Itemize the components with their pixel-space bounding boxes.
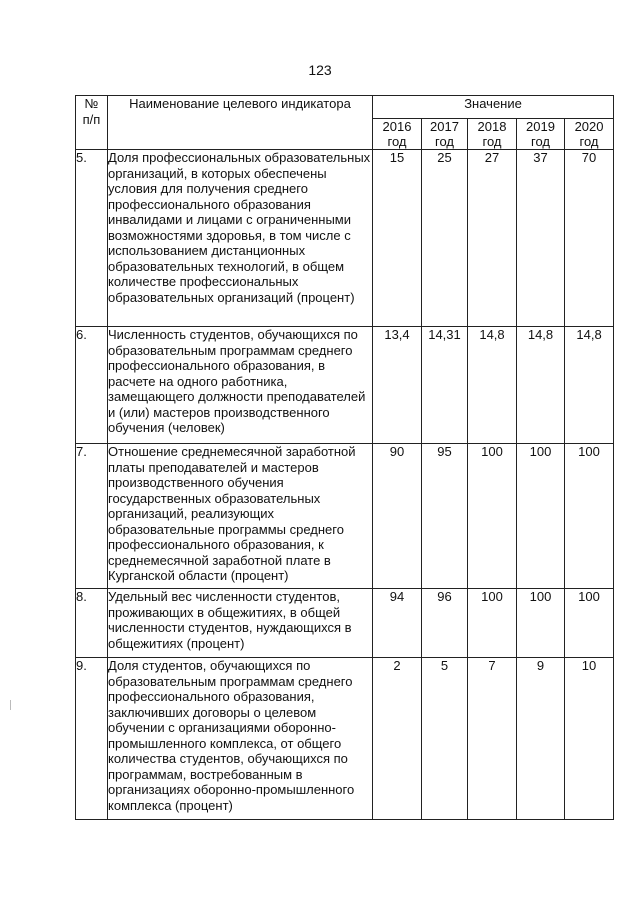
scan-margin-mark <box>10 700 11 710</box>
table-row <box>76 444 614 589</box>
table-row <box>76 150 614 327</box>
indicator-name: Численность студентов, обучающихся по образовательным программам среднего профессионального образования, в расчете на одного работника, замещающего должности преподавателей и (или) мастеров производственного обучения (человек) <box>108 327 373 444</box>
row-number: 6. <box>76 327 108 444</box>
header-name: Наименование целевого индикатора <box>108 96 373 150</box>
value-2020: 100 <box>565 589 614 658</box>
value-2017: 5 <box>422 658 468 820</box>
row-number: 7. <box>76 444 108 589</box>
value-2018: 7 <box>468 658 517 820</box>
value-2019: 9 <box>517 658 565 820</box>
value-2016: 90 <box>373 444 422 589</box>
value-2017: 25 <box>422 150 468 327</box>
value-2020: 70 <box>565 150 614 327</box>
indicator-name: Доля профессиональных образовательных организаций, в которых обеспечены условия для получения среднего профессионального образования инвалидами и лицами с ограниченными возможностями здоровья, в том числе с использованием дистанционных образовательных технологий, в общем количестве профессиональных образовательных организаций (процент) <box>108 150 373 327</box>
table-row <box>76 658 614 820</box>
value-2020: 14,8 <box>565 327 614 444</box>
row-number: 9. <box>76 658 108 820</box>
header-value: Значение <box>373 96 614 119</box>
value-2019: 37 <box>517 150 565 327</box>
value-2016: 94 <box>373 589 422 658</box>
indicator-name: Отношение среднемесячной заработной платы преподавателей и мастеров производственного обучения государственных образовательных организаций, реализующих образовательные программы среднего профессионального образования, к среднемесячной заработной плате в Курганской области (процент) <box>108 444 373 589</box>
value-2017: 95 <box>422 444 468 589</box>
header-row-top <box>76 96 614 119</box>
value-2019: 14,8 <box>517 327 565 444</box>
value-2016: 13,4 <box>373 327 422 444</box>
indicators-table <box>75 95 614 820</box>
table-row <box>76 589 614 658</box>
value-2019: 100 <box>517 589 565 658</box>
value-2018: 100 <box>468 444 517 589</box>
value-2017: 96 <box>422 589 468 658</box>
value-2019: 100 <box>517 444 565 589</box>
page-number: 123 <box>308 62 332 78</box>
header-num: № п/п <box>76 96 108 150</box>
row-number: 5. <box>76 150 108 327</box>
header-year-2018: 2018 год <box>468 119 517 150</box>
indicator-name: Доля студентов, обучающихся по образовательным программам среднего профессионального образования, заключивших договоры о целевом обучении с организациями оборонно-промышленного комплекса, от общего количества студентов, обучающихся по программам, востребованным в организациях оборонно-промышленного комплекса (процент) <box>108 658 373 820</box>
value-2020: 100 <box>565 444 614 589</box>
value-2016: 15 <box>373 150 422 327</box>
table-row <box>76 327 614 444</box>
value-2018: 14,8 <box>468 327 517 444</box>
value-2018: 27 <box>468 150 517 327</box>
header-year-2020: 2020 год <box>565 119 614 150</box>
value-2020: 10 <box>565 658 614 820</box>
value-2018: 100 <box>468 589 517 658</box>
header-year-2016: 2016 год <box>373 119 422 150</box>
indicator-name: Удельный вес численности студентов, проживающих в общежитиях, в общей численности студентов, нуждающихся в общежитиях (процент) <box>108 589 373 658</box>
value-2017: 14,31 <box>422 327 468 444</box>
value-2016: 2 <box>373 658 422 820</box>
row-number: 8. <box>76 589 108 658</box>
header-year-2019: 2019 год <box>517 119 565 150</box>
header-year-2017: 2017 год <box>422 119 468 150</box>
